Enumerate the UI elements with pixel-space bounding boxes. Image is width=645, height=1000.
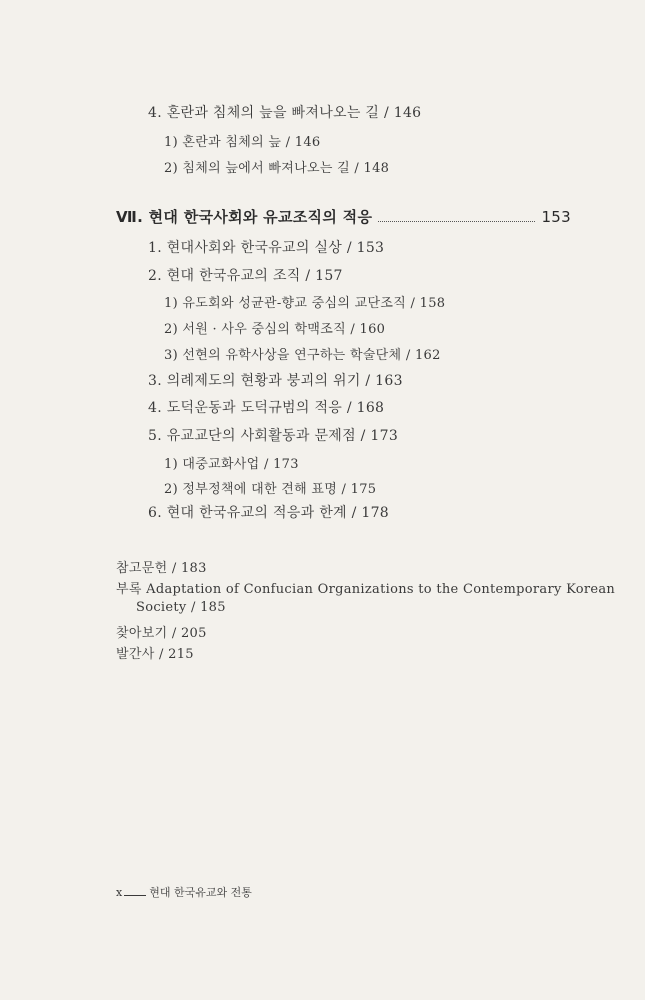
toc-index[interactable]: 찾아보기 / 205 <box>116 626 207 641</box>
toc-subentry-4-2[interactable]: 2) 침체의 늪에서 빠져나오는 길 / 148 <box>164 161 390 176</box>
toc-entry-7-6[interactable]: 6. 현대 한국유교의 적응과 한계 / 178 <box>148 505 389 521</box>
leader-dots <box>378 220 535 222</box>
page-footer <box>116 884 252 900</box>
toc-entry-7-1[interactable]: 1. 현대사회와 한국유교의 실상 / 153 <box>148 240 385 256</box>
toc-entry-7-5[interactable]: 5. 유교교단의 사회활동과 문제점 / 173 <box>148 428 399 444</box>
toc-entry-7-2[interactable]: 2. 현대 한국유교의 조직 / 157 <box>148 268 343 284</box>
toc-entry-7-4[interactable]: 4. 도덕운동과 도덕규범의 적응 / 168 <box>148 400 385 416</box>
toc-subentry-4-1[interactable]: 1) 혼란과 침체의 늪 / 146 <box>164 135 321 150</box>
toc-entry-4[interactable]: 4. 혼란과 침체의 늪을 빠져나오는 길 / 146 <box>148 105 422 121</box>
toc-appendix[interactable]: 부록 Adaptation of Confucian Organizations to the Contemporary Korean <box>116 582 616 597</box>
toc-subentry-7-5-1[interactable]: 1) 대중교화사업 / 173 <box>164 457 299 472</box>
chapter-7-heading[interactable] <box>116 206 571 227</box>
toc-publisher-note[interactable]: 발간사 / 215 <box>116 647 194 662</box>
toc-subentry-7-2-1[interactable]: 1) 유도회와 성균관-향교 중심의 교단조직 / 158 <box>164 296 446 311</box>
toc-subentry-7-5-2[interactable]: 2) 정부정책에 대한 견해 표명 / 175 <box>164 482 377 497</box>
toc-subentry-7-2-3[interactable]: 3) 선현의 유학사상을 연구하는 학술단체 / 162 <box>164 348 441 363</box>
chapter-7-page: 153 <box>541 208 571 226</box>
chapter-7-title: Ⅶ. 현대 한국사회와 유교조직의 적응 <box>116 208 373 226</box>
footer-rule <box>124 895 146 896</box>
toc-appendix-cont: Society / 185 <box>136 600 226 615</box>
toc-entry-7-3[interactable]: 3. 의례제도의 현황과 붕괴의 위기 / 163 <box>148 373 403 389</box>
running-title: 현대 한국유교와 전통 <box>149 886 252 899</box>
toc-references[interactable]: 참고문헌 / 183 <box>116 561 207 576</box>
page-number: x <box>116 886 123 899</box>
toc-subentry-7-2-2[interactable]: 2) 서원 · 사우 중심의 학맥조직 / 160 <box>164 322 386 337</box>
